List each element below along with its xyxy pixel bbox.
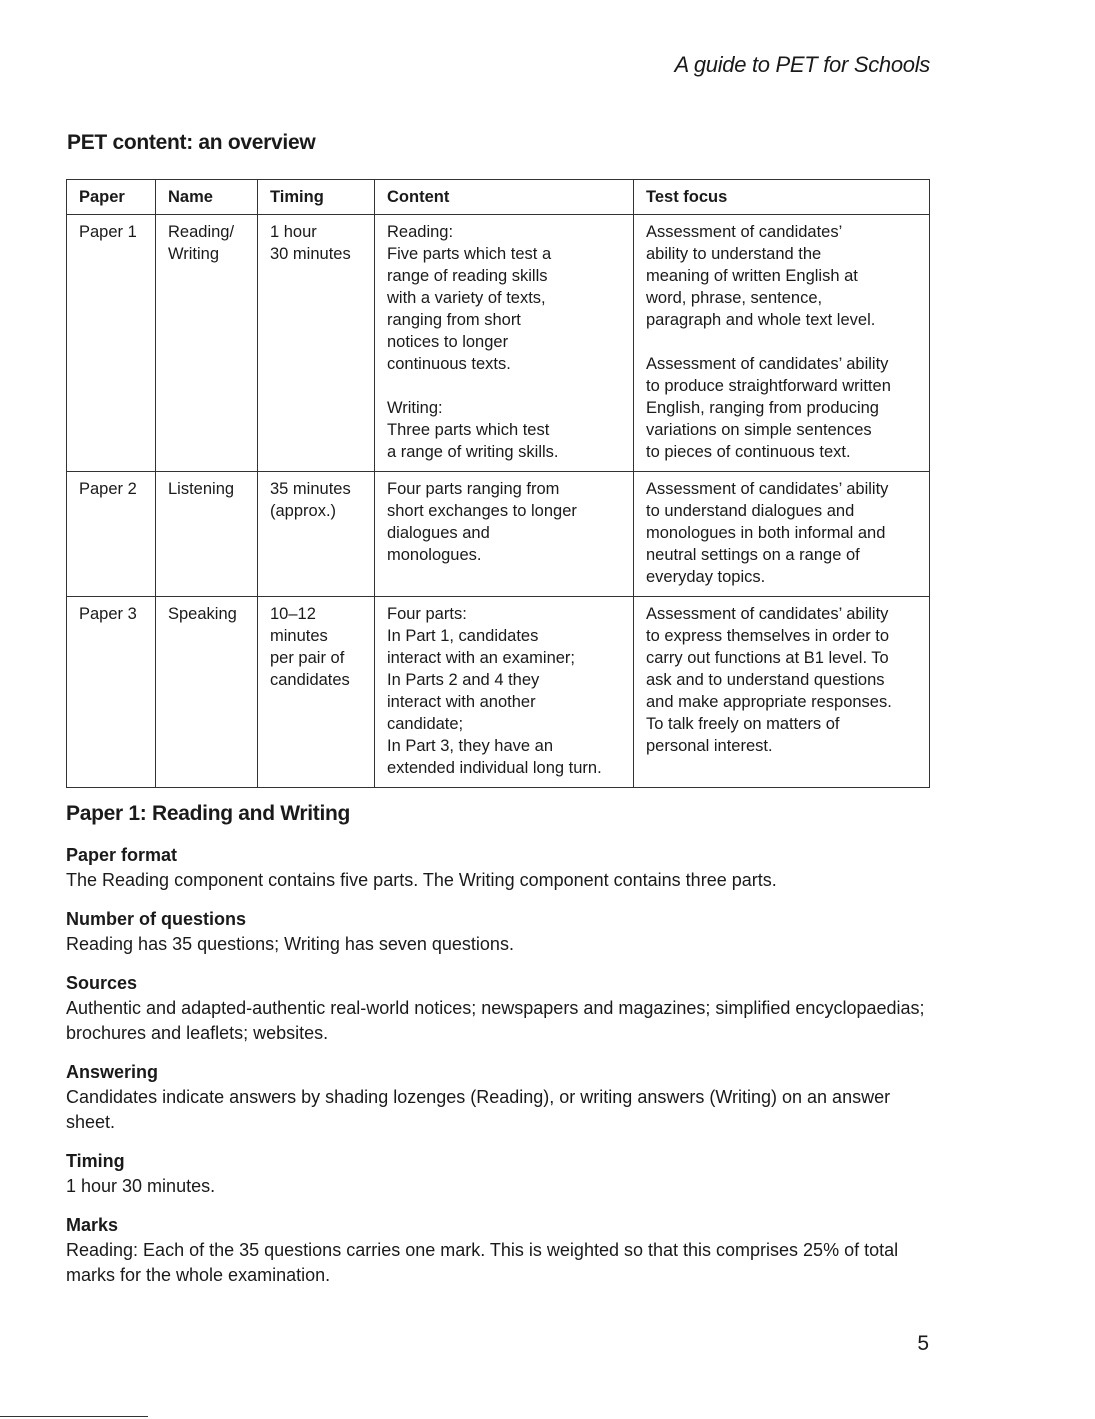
cell-paper: Paper 2 — [67, 472, 156, 597]
overview-title: PET content: an overview — [67, 131, 316, 154]
column-header-test-focus: Test focus — [634, 180, 930, 215]
cell-line: extended individual long turn. — [387, 759, 602, 777]
cell-line: In Part 1, candidates — [387, 627, 539, 645]
cell-line: candidates — [270, 671, 350, 689]
cell-line: to produce straightforward written — [646, 377, 891, 395]
paper1-subsection — [66, 1060, 936, 1135]
running-header: A guide to PET for Schools — [674, 52, 930, 77]
subsection-text: Candidates indicate answers by shading lozenges (Reading), or writing answers (Writing) on an answer sheet. — [66, 1087, 891, 1132]
cell-line: To talk freely on matters of — [646, 715, 840, 733]
cell-line: In Part 3, they have an — [387, 737, 554, 755]
cell-line: Assessment of candidates’ — [646, 223, 843, 241]
cell-line: (approx.) — [270, 502, 337, 520]
cell-line: per pair of — [270, 649, 345, 667]
paper1-subsection — [66, 907, 936, 957]
subsection-heading: Marks — [66, 1215, 119, 1235]
cell-timing — [258, 472, 375, 597]
cell-name — [156, 215, 258, 472]
cell-line: Reading: — [387, 223, 454, 241]
cell-line: interact with an examiner; — [387, 649, 576, 667]
subsection-heading: Sources — [66, 973, 138, 993]
cell-line: ability to understand the — [646, 245, 822, 263]
subsection-heading: Number of questions — [66, 909, 247, 929]
paper1-subsection — [66, 1213, 936, 1288]
subsection-text: 1 hour 30 minutes. — [66, 1176, 216, 1196]
subsection-heading: Answering — [66, 1062, 159, 1082]
cell-line: Four parts ranging from — [387, 480, 560, 498]
line-gap — [646, 331, 919, 353]
cell-line: to pieces of continuous text. — [646, 443, 851, 461]
cell-content — [375, 597, 634, 788]
subsection-text: Reading: Each of the 35 questions carries one mark. This is weighted so that this comprises 25% of total marks for the whole examination. — [66, 1240, 899, 1285]
cell-paper: Paper 3 — [67, 597, 156, 788]
cell-line: Speaking — [168, 605, 237, 623]
cell-line: carry out functions at B1 level. To — [646, 649, 889, 667]
table-row — [67, 472, 930, 597]
cell-line: paragraph and whole text level. — [646, 311, 876, 329]
cell-focus — [634, 597, 930, 788]
cell-line: Assessment of candidates’ ability — [646, 355, 889, 373]
cell-line: variations on simple sentences — [646, 421, 872, 439]
column-header-timing: Timing — [258, 180, 375, 215]
paper1-subsection — [66, 843, 936, 893]
footer-rule — [0, 1416, 148, 1417]
paper1-section — [66, 801, 936, 1288]
cell-line: with a variety of texts, — [387, 289, 546, 307]
column-header-name: Name — [156, 180, 258, 215]
column-header-content: Content — [375, 180, 634, 215]
cell-content — [375, 215, 634, 472]
cell-focus — [634, 215, 930, 472]
subsection-text: The Reading component contains five parts. The Writing component contains three parts. — [66, 870, 777, 890]
cell-timing — [258, 597, 375, 788]
cell-paper: Paper 1 — [67, 215, 156, 472]
cell-line: 1 hour — [270, 223, 317, 241]
cell-timing — [258, 215, 375, 472]
cell-content — [375, 472, 634, 597]
subsection-text: Authentic and adapted-authentic real-world notices; newspapers and magazines; simplified encyclopaedias; brochures and leaflets; websites. — [66, 998, 925, 1043]
cell-line: Writing: — [387, 399, 443, 417]
cell-line: 10–12 — [270, 605, 316, 623]
cell-line: In Parts 2 and 4 they — [387, 671, 540, 689]
cell-line: candidate; — [387, 715, 464, 733]
cell-line: Listening — [168, 480, 235, 498]
cell-line: interact with another — [387, 693, 536, 711]
subsection-heading: Timing — [66, 1151, 125, 1171]
paper1-subsection — [66, 971, 936, 1046]
cell-line: continuous texts. — [387, 355, 511, 373]
cell-line: 35 minutes — [270, 480, 351, 498]
overview-table — [66, 179, 930, 788]
cell-line: meaning of written English at — [646, 267, 858, 285]
cell-line: ranging from short — [387, 311, 521, 329]
column-header-paper: Paper — [67, 180, 156, 215]
cell-line: Assessment of candidates’ ability — [646, 605, 889, 623]
cell-line: minutes — [270, 627, 328, 645]
cell-line: and make appropriate responses. — [646, 693, 892, 711]
page-number: 5 — [917, 1332, 929, 1355]
cell-line: Reading/ — [168, 223, 235, 241]
cell-focus — [634, 472, 930, 597]
cell-line: personal interest. — [646, 737, 773, 755]
cell-line: Assessment of candidates’ ability — [646, 480, 889, 498]
cell-line: ask and to understand questions — [646, 671, 885, 689]
cell-line: monologues. — [387, 546, 482, 564]
cell-line: English, ranging from producing — [646, 399, 879, 417]
cell-line: Writing — [168, 245, 220, 263]
cell-line: Five parts which test a — [387, 245, 552, 263]
cell-line: Four parts: — [387, 605, 467, 623]
cell-line: range of reading skills — [387, 267, 548, 285]
cell-line: monologues in both informal and — [646, 524, 886, 542]
paper1-title: Paper 1: Reading and Writing — [66, 802, 351, 825]
cell-line: to understand dialogues and — [646, 502, 855, 520]
subsection-text: Reading has 35 questions; Writing has seven questions. — [66, 934, 514, 954]
line-gap — [387, 375, 623, 397]
cell-name — [156, 472, 258, 597]
cell-line: to express themselves in order to — [646, 627, 890, 645]
cell-line: dialogues and — [387, 524, 490, 542]
cell-name — [156, 597, 258, 788]
table-header-row — [67, 180, 930, 215]
cell-line: word, phrase, sentence, — [646, 289, 823, 307]
table-row — [67, 215, 930, 472]
cell-line: 30 minutes — [270, 245, 351, 263]
cell-line: everyday topics. — [646, 568, 766, 586]
subsection-heading: Paper format — [66, 845, 178, 865]
paper1-subsection — [66, 1149, 936, 1199]
cell-line: a range of writing skills. — [387, 443, 559, 461]
cell-line: neutral settings on a range of — [646, 546, 860, 564]
cell-line: notices to longer — [387, 333, 509, 351]
table-row — [67, 597, 930, 788]
cell-line: short exchanges to longer — [387, 502, 577, 520]
cell-line: Three parts which test — [387, 421, 550, 439]
